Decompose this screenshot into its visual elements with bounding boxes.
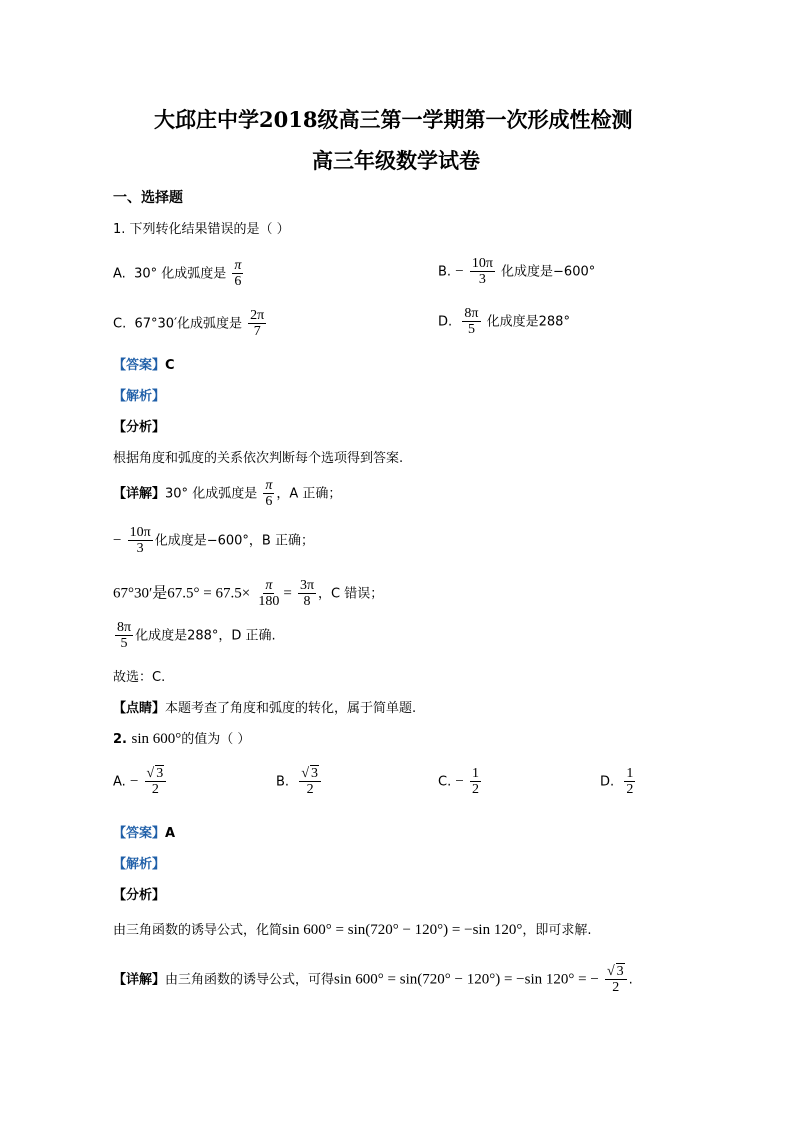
denominator: 180	[258, 594, 280, 610]
answer-tag: 【答案】	[113, 826, 166, 841]
minus-sign: −	[455, 263, 464, 280]
denominator: 6	[265, 494, 273, 510]
minus-sign: −	[455, 773, 464, 790]
fraction	[462, 306, 480, 338]
option-label: C.	[113, 316, 127, 332]
detail-tag: 【详解】	[113, 486, 166, 502]
denominator: 2	[151, 782, 159, 798]
q1-option-d	[438, 306, 570, 338]
numerator: √ 3	[605, 964, 627, 980]
fraction	[470, 766, 481, 798]
detail-text: 由三角函数的诱导公式，可得	[165, 972, 335, 988]
numerator: 2π	[250, 308, 265, 323]
q2-stem-text: 的值为（ ）	[181, 732, 251, 747]
q1-fenxi-tag: 【分析】	[113, 420, 166, 435]
denominator: 3	[136, 541, 144, 557]
fraction	[128, 525, 153, 557]
numerator: 3π	[299, 578, 315, 593]
q2-jiexi-tag: 【解析】	[113, 857, 166, 872]
denominator: 6	[234, 274, 242, 290]
q1-option-a	[113, 258, 245, 290]
option-text: 化成度是−600°	[501, 264, 596, 280]
option-label: B.	[276, 774, 290, 790]
option-label: B.	[438, 264, 452, 280]
detail-tag: 【详解】	[113, 972, 166, 988]
option-label: A.	[113, 774, 126, 790]
q2-analysis	[113, 919, 592, 939]
page-subtitle: 高三年级数学试卷	[312, 148, 480, 173]
fraction	[298, 578, 316, 610]
answer-tag: 【答案】	[113, 358, 166, 373]
denominator: 2	[612, 980, 620, 996]
numerator: 8π	[464, 306, 479, 321]
detail-text: ，C 错误；	[318, 586, 384, 602]
denominator: 8	[303, 594, 311, 610]
analysis-text: 由三角函数的诱导公式，化简	[113, 923, 283, 938]
fraction	[145, 766, 167, 798]
radicand: 3	[156, 766, 164, 781]
fraction	[605, 964, 627, 996]
fraction	[299, 766, 321, 798]
detail-text: ，A 正确；	[276, 486, 342, 502]
fraction	[263, 478, 274, 510]
q1-stem: 1. 下列转化结果错误的是（ ）	[113, 222, 290, 237]
detail-text: .	[628, 972, 633, 988]
denominator: 2	[471, 782, 479, 798]
q1-detail-line4	[113, 620, 276, 652]
q2-option-a	[113, 766, 168, 798]
radicand: 3	[311, 766, 319, 781]
equals-sign: =	[283, 585, 292, 602]
detail-math: sin 600° = sin(720° − 120°) = −sin 120° = −	[334, 971, 599, 988]
q1-choose: 故选：C.	[113, 670, 166, 685]
option-label: C.	[438, 774, 452, 790]
fraction	[115, 620, 133, 652]
detail-text: 化成度是288°，D 正确.	[135, 628, 276, 644]
detail-math: 67°30′是67.5° = 67.5×	[113, 585, 251, 602]
denominator: 5	[467, 322, 475, 338]
minus-sign: −	[129, 773, 139, 790]
q1-jiexi-tag: 【解析】	[113, 389, 166, 404]
dianjing-tag: 【点睛】	[113, 701, 166, 716]
q2-option-b	[276, 766, 323, 798]
dianjing-text: 本题考查了角度和弧度的转化，属于简单题.	[165, 701, 417, 716]
numerator: π	[234, 258, 242, 273]
q2-option-c	[438, 766, 483, 798]
q1-option-c	[113, 308, 268, 340]
radicand: 3	[616, 964, 624, 979]
denominator: 7	[253, 324, 261, 340]
page-title: 大邱庄中学2018级高三第一学期第一次形成性检测	[154, 107, 633, 132]
denominator: 2	[626, 782, 634, 798]
answer-value: C	[165, 358, 175, 373]
q1-analysis: 根据角度和弧度的关系依次判断每个选项得到答案.	[113, 451, 404, 466]
detail-text: 化成度是−600°，B 正确；	[154, 533, 314, 549]
option-label: D.	[438, 314, 453, 330]
option-text: 67°30′化成弧度是	[134, 316, 243, 332]
option-label: D.	[600, 774, 615, 790]
numerator: π	[265, 578, 273, 593]
q2-number: 2.	[113, 732, 132, 747]
answer-value: A	[165, 826, 176, 841]
numerator: √ 3	[145, 766, 167, 782]
q2-fenxi-tag: 【分析】	[113, 888, 166, 903]
q1-detail-line1	[113, 478, 341, 510]
section-heading: 一、选择题	[113, 190, 183, 206]
numerator: π	[265, 478, 273, 493]
q2-answer	[113, 822, 175, 841]
minus-sign: −	[113, 532, 122, 549]
numerator: 8π	[117, 620, 132, 635]
fraction	[470, 256, 495, 288]
fraction	[256, 578, 281, 610]
option-text: 化成度是288°	[486, 314, 570, 330]
denominator: 3	[478, 272, 486, 288]
analysis-math: sin 600° = sin(720° − 120°) = −sin 120°	[282, 922, 523, 938]
numerator: 1	[626, 766, 634, 781]
denominator: 5	[120, 636, 128, 652]
denominator: 2	[306, 782, 314, 798]
fraction	[232, 258, 243, 290]
fraction	[624, 766, 635, 798]
q2-stem	[113, 728, 250, 748]
q1-detail-line3	[113, 578, 383, 610]
q1-detail-line2	[113, 525, 314, 557]
fraction	[248, 308, 266, 340]
q1-dianjing	[113, 697, 416, 716]
numerator: 1	[471, 766, 479, 781]
numerator: 10π	[471, 256, 493, 271]
numerator: √ 3	[299, 766, 321, 782]
q2-option-d	[600, 766, 637, 798]
q1-option-b	[438, 256, 595, 288]
option-label: A.	[113, 266, 126, 282]
numerator: 10π	[129, 525, 151, 540]
option-text: 30° 化成弧度是	[134, 266, 227, 282]
analysis-text: ，即可求解.	[522, 923, 592, 938]
detail-text: 30° 化成弧度是	[165, 486, 258, 502]
q1-answer	[113, 354, 175, 373]
q2-detail	[113, 964, 633, 996]
q2-math: sin 600°	[131, 731, 182, 747]
